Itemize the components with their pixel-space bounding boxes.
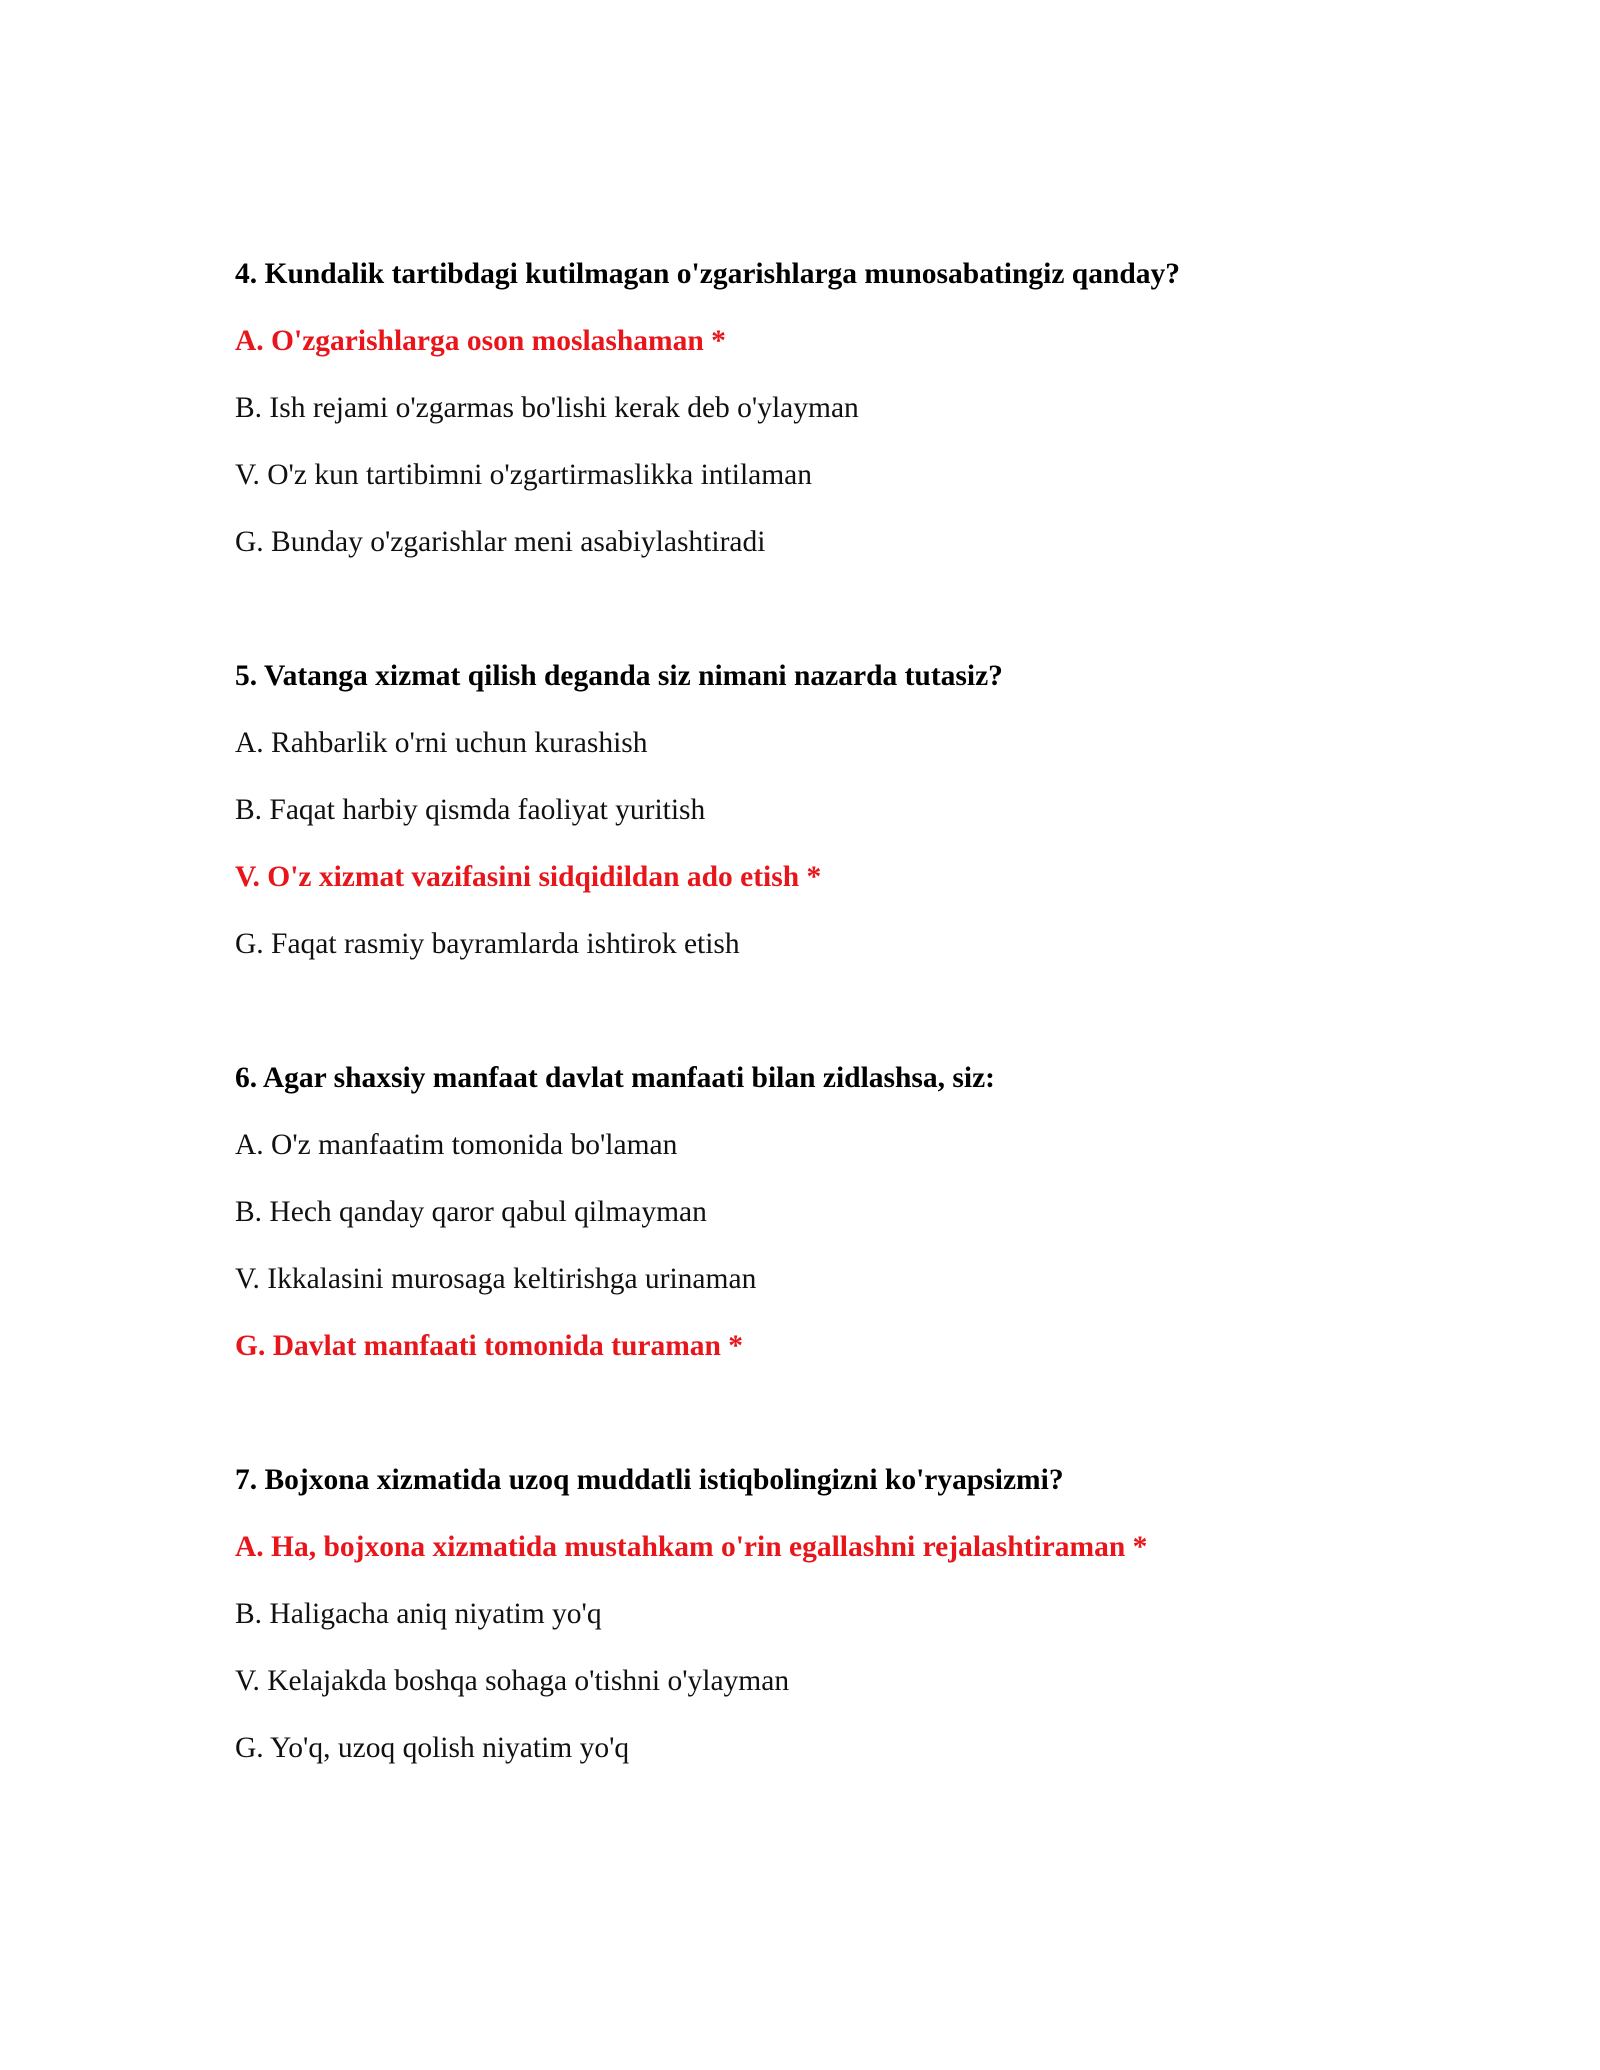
question-title: 5. Vatanga xizmat qilish deganda siz nimani nazarda tutasiz? (235, 660, 1003, 692)
question-title: 4. Kundalik tartibdagi kutilmagan o'zgarishlarga munosabatingiz qanday? (235, 258, 1181, 290)
answer-option: A. Rahbarlik o'rni uchun kurashish (235, 727, 648, 759)
answer-option: V. Kelajakda boshqa sohaga o'tishni o'ylayman (235, 1665, 790, 1697)
answer-option: B. Haligacha aniq niyatim yo'q (235, 1598, 602, 1630)
question-title: 7. Bojxona xizmatida uzoq muddatli istiqbolingizni ko'ryapsizmi? (235, 1464, 1064, 1496)
answer-option: G. Yo'q, uzoq qolish niyatim yo'q (235, 1732, 630, 1764)
answer-option: V. O'z kun tartibimni o'zgartirmaslikka intilaman (235, 459, 813, 491)
answer-option: B. Faqat harbiy qismda faoliyat yuritish (235, 794, 706, 826)
answer-option: V. Ikkalasini murosaga keltirishga urinaman (235, 1263, 757, 1295)
answer-option: G. Faqat rasmiy bayramlarda ishtirok etish (235, 928, 740, 960)
question-title: 6. Agar shaxsiy manfaat davlat manfaati bilan zidlashsa, siz: (235, 1062, 995, 1094)
answer-option-correct: A. O'zgarishlarga oson moslashaman * (235, 325, 726, 357)
answer-option: A. O'z manfaatim tomonida bo'laman (235, 1129, 678, 1161)
answer-option-correct: A. Ha, bojxona xizmatida mustahkam o'rin egallashni rejalashtiraman * (235, 1531, 1148, 1563)
answer-option-correct: V. O'z xizmat vazifasini sidqidildan ado etish * (235, 861, 822, 893)
answer-option: G. Bunday o'zgarishlar meni asabiylashtiradi (235, 526, 766, 558)
answer-option-correct: G. Davlat manfaati tomonida turaman * (235, 1330, 744, 1362)
answer-option: B. Hech qanday qaror qabul qilmayman (235, 1196, 707, 1228)
answer-option: B. Ish rejami o'zgarmas bo'lishi kerak deb o'ylayman (235, 392, 859, 424)
